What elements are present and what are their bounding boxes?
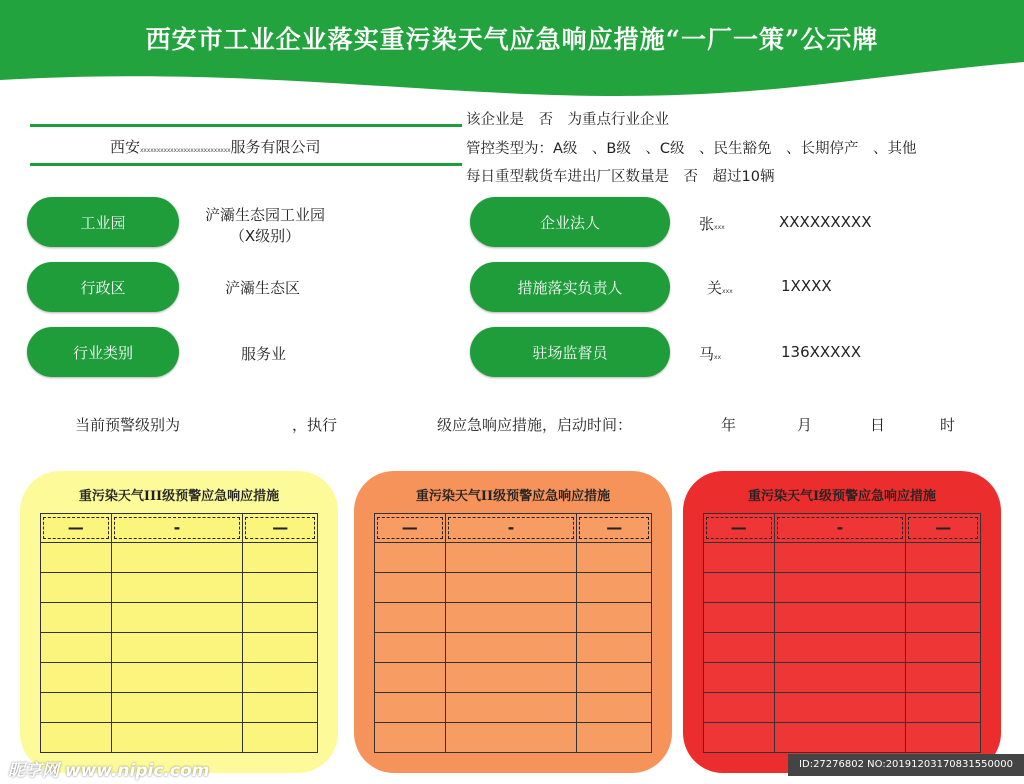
- table-row: [375, 633, 652, 663]
- table-head-cell: —: [908, 517, 978, 539]
- table-row: [41, 663, 318, 693]
- measure-owner-name: 关xxx: [707, 279, 733, 297]
- table-row: [375, 603, 652, 633]
- table-head-cell: -: [114, 517, 241, 539]
- label-measure-owner: 措施落实负责人: [470, 262, 670, 312]
- table-row: [375, 543, 652, 573]
- table-row: [41, 543, 318, 573]
- info-line-trucks: 每日重型载货车进出厂区数量是 否 超过10辆: [466, 169, 775, 185]
- value-industrial-park: 浐灞生态园工业园 （X级别）: [204, 206, 325, 245]
- panel-level-1: [683, 471, 1001, 773]
- warning-level-label: 当前预警级别为: [75, 416, 181, 434]
- table-row: [704, 663, 981, 693]
- panel-level-2-title: 重污染天气II级预警应急响应措施: [415, 489, 611, 504]
- warning-hour: 时: [940, 416, 956, 434]
- warning-year: 年: [721, 416, 737, 434]
- info-line-key-industry: 该企业是 否 为重点行业企业: [466, 112, 669, 128]
- company-name: 西安xxxxxxxxxxxxxxxxxxxxxxxxxxx服务有限公司: [110, 138, 321, 156]
- table-head-cell: —: [245, 517, 315, 539]
- info-line-control-type: 管控类型为：A级 、B级 、C级 、民生豁免 、长期停产 、其他: [466, 141, 917, 157]
- table-head-cell: —: [377, 517, 443, 539]
- divider-bottom: [30, 163, 462, 166]
- table-row: [375, 573, 652, 603]
- warning-month: 月: [797, 416, 813, 434]
- table-row: [41, 693, 318, 723]
- legal-person-name: 张xxx: [699, 215, 725, 233]
- watermark-logo: 昵享网 www.nipic.com: [8, 761, 210, 781]
- supervisor-value: 136XXXXX: [781, 343, 862, 361]
- label-industry-type: 行业类别: [27, 327, 179, 377]
- panel-level-3-table: [40, 513, 318, 753]
- table-row: [704, 573, 981, 603]
- warning-execute-label: ，执行: [292, 416, 338, 434]
- table-row: [41, 573, 318, 603]
- label-district: 行政区: [27, 262, 179, 312]
- panel-level-3-title: 重污染天气III级预警应急响应措施: [78, 489, 280, 504]
- table-row: [375, 663, 652, 693]
- measure-owner-value: 1XXXX: [781, 277, 832, 295]
- watermark-id: ID:27276802 NO:20191203170831550000: [788, 754, 1024, 776]
- warning-start-time-label: 级应急响应措施，启动时间：: [437, 416, 633, 434]
- table-row: [41, 603, 318, 633]
- table-head-cell: —: [43, 517, 109, 539]
- value-industry-type: 服务业: [241, 345, 287, 363]
- table-head-cell: —: [579, 517, 649, 539]
- divider-top: [30, 124, 462, 127]
- table-head-cell: -: [448, 517, 575, 539]
- table-head-cell: -: [777, 517, 904, 539]
- panel-level-1-title: 重污染天气I级预警应急响应措施: [747, 489, 937, 504]
- warning-day: 日: [870, 416, 886, 434]
- panel-level-3: [20, 471, 338, 773]
- page-title: 西安市工业企业落实重污染天气应急响应措施“一厂一策”公示牌: [145, 25, 879, 54]
- panel-level-2: [354, 471, 672, 773]
- label-supervisor: 驻场监督员: [470, 327, 670, 377]
- header-banner: [0, 0, 1024, 110]
- table-row: [41, 723, 318, 753]
- value-district: 浐灞生态区: [225, 279, 301, 297]
- panel-level-1-table: [703, 513, 981, 753]
- table-row: [704, 693, 981, 723]
- supervisor-name: 马xx: [699, 345, 722, 363]
- table-head-cell: —: [706, 517, 772, 539]
- legal-person-value: XXXXXXXXX: [779, 213, 872, 231]
- label-legal-person: 企业法人: [470, 197, 670, 247]
- table-row: [704, 543, 981, 573]
- table-row: [704, 633, 981, 663]
- panel-level-2-table: [374, 513, 652, 753]
- table-row: [704, 723, 981, 753]
- table-row: [704, 603, 981, 633]
- table-row: [41, 633, 318, 663]
- table-row: [375, 693, 652, 723]
- table-row: [375, 723, 652, 753]
- label-industrial-park: 工业园: [27, 197, 179, 247]
